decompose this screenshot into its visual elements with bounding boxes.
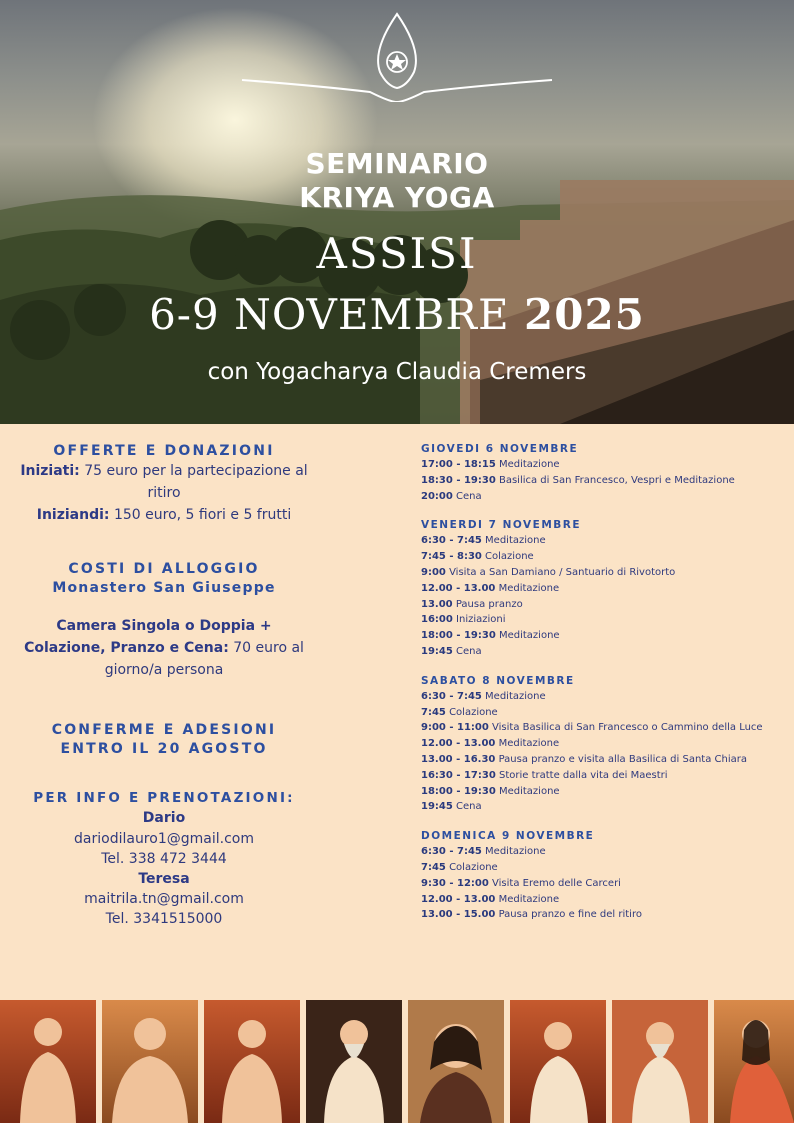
schedule-row [421,844,781,860]
event-dates-range: 6-9 NOVEMBRE [149,290,510,339]
row-activity: Pausa pranzo e fine del ritiro [498,909,642,921]
schedule-row [421,752,781,768]
city-title: ASSISI [316,229,478,278]
schedule-day [421,830,781,923]
info-column [14,440,314,929]
row-activity: Meditazione [485,690,546,702]
row-time: 19:45 [421,645,453,657]
schedule-row [421,907,781,923]
day-heading: DOMENICA 9 NOVEMBRE [421,830,595,843]
row-activity: Meditazione [485,846,546,858]
row-activity: Iniziazioni [456,614,506,626]
row-activity: Cena [456,490,482,502]
row-time: 9:00 [421,566,446,578]
row-activity: Colazione [485,551,534,563]
row-time: 18:30 - 19:30 [421,474,496,486]
schedule-row [421,768,781,784]
contact2-name [14,869,314,889]
row-activity: Meditazione [498,459,560,470]
schedule-row [421,473,781,489]
info-heading: PER INFO E PRENOTAZIONI: [33,790,295,806]
row-activity: Meditazione [498,630,560,642]
initiands-text: 150 euro, 5 fiori e 5 frutti [113,507,292,523]
row-time: 20:00 [421,490,453,502]
row-time: 12.00 - 13.00 [421,893,496,905]
schedule-day [421,519,781,659]
kriya-yoga-logo [240,10,554,102]
lodging-room [14,615,314,681]
initiands-label: Iniziandi: [36,507,110,523]
masters-portraits-image [0,1000,794,1123]
day-heading: SABATO 8 NOVEMBRE [421,674,575,687]
schedule-row [421,565,781,581]
confirm-line2: ENTRO IL 20 AGOSTO [60,741,268,757]
row-activity: Visita Basilica di San Francesco o Cammino della Luce [492,722,763,734]
schedule-row [421,784,781,800]
day-heading: VENERDI 7 NOVEMBRE [421,519,582,532]
schedule-row [421,533,781,549]
contact1-name-text: Dario [142,810,186,826]
initiated-label: Iniziati: [20,463,80,479]
row-activity: Pausa pranzo [455,598,523,610]
lodging-heading: COSTI DI ALLOGGIO [68,561,260,577]
seminar-title-line1: SEMINARIO [305,147,489,180]
contact2-phone[interactable]: Tel. 3341515000 [105,911,223,927]
row-time: 12.00 - 13.00 [421,738,496,750]
row-time: 9:30 - 12:00 [421,877,489,889]
schedule-row [421,799,781,815]
row-activity: Colazione [449,861,498,873]
event-dates [0,290,794,339]
row-activity: Visita a San Damiano / Santuario di Rivotorto [449,566,676,578]
lotus-drop-icon [240,10,554,102]
initiated-text: 75 euro per la partecipazione al ritiro [84,463,308,501]
row-time: 13.00 - 15.00 [421,909,496,921]
schedule-row [421,876,781,892]
confirm-line1: CONFERME E ADESIONI [51,722,277,738]
event-year: 2025 [524,290,645,339]
schedule-row [421,612,781,628]
row-time: 18:00 - 19:30 [421,630,496,642]
schedule-column [421,443,781,938]
contact2-email[interactable]: maitrila.tn@gmail.com [84,891,244,907]
row-time: 16:00 [421,614,453,626]
row-time: 7:45 [421,706,446,718]
row-time: 16:30 - 17:30 [421,769,496,781]
schedule-row [421,597,781,613]
row-activity: Cena [456,801,482,813]
schedule-row [421,736,781,752]
schedule-row [421,581,781,597]
row-activity: Meditazione [485,535,546,547]
contact1-name [14,807,314,829]
schedule-row [421,549,781,565]
schedule-day [421,675,781,815]
schedule-row [421,489,781,505]
lodging-place: Monastero San Giuseppe [52,580,276,596]
hero-banner [0,0,794,424]
masters-portraits-strip [0,1000,794,1123]
row-time: 7:45 [421,861,446,873]
row-time: 7:45 - 8:30 [421,551,482,563]
offers-heading: OFFERTE E DONAZIONI [53,443,275,459]
schedule-day [421,443,781,504]
row-time: 19:45 [421,801,453,813]
row-time: 17:00 - 18:15 [421,459,496,470]
offers-initiated [14,460,314,504]
row-activity: Meditazione [498,785,560,797]
row-activity: Cena [456,645,482,657]
row-activity: Meditazione [498,893,560,905]
row-activity: Meditazione [498,582,560,594]
row-time: 6:30 - 7:45 [421,535,482,547]
offers-initiands [14,504,314,526]
row-time: 13.00 [421,598,453,610]
row-time: 9:00 - 11:00 [421,722,489,734]
schedule-row [421,892,781,908]
schedule-row [421,720,781,736]
seminar-title-line2: KRIYA YOGA [299,181,495,214]
schedule-row [421,689,781,705]
row-activity: Storie tratte dalla vita dei Maestri [498,769,668,781]
contact2-name-text: Teresa [138,871,190,887]
row-activity: Meditazione [498,738,560,750]
schedule-row [421,457,781,473]
row-time: 6:30 - 7:45 [421,690,482,702]
contact1-email[interactable]: dariodilauro1@gmail.com [74,831,254,847]
row-activity: Basilica di San Francesco, Vespri e Meditazione [498,474,735,486]
day-heading: GIOVEDI 6 NOVEMBRE [421,443,579,455]
row-activity: Visita Eremo delle Carceri [492,877,621,889]
row-time: 12.00 - 13.00 [421,582,496,594]
row-time: 6:30 - 7:45 [421,846,482,858]
schedule-row [421,628,781,644]
schedule-row [421,860,781,876]
schedule-row [421,705,781,721]
row-activity: Colazione [449,706,498,718]
row-time: 18:00 - 19:30 [421,785,496,797]
row-time: 13.00 - 16.30 [421,753,496,765]
room-label: Camera Singola o Doppia + Colazione, Pranzo e Cena: [24,618,272,656]
row-activity: Pausa pranzo e visita alla Basilica di Santa Chiara [498,753,747,765]
teacher-line: con Yogacharya Claudia Cremers [207,359,587,385]
schedule-row [421,644,781,660]
room-text: 70 euro al giorno/a persona [104,640,304,678]
contact1-phone[interactable]: Tel. 338 472 3444 [101,851,227,867]
